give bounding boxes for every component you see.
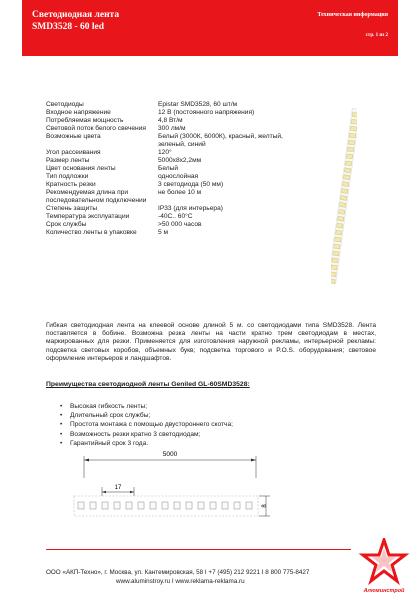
spec-value: 4,8 Вт/м	[158, 117, 183, 124]
advantage-item: • Высокая гибкость ленты;	[60, 402, 233, 411]
led-chip	[337, 223, 343, 228]
title-line-1: Светодиодная лента	[32, 10, 120, 20]
pitch-label: 17	[114, 485, 122, 491]
spec-row	[46, 205, 296, 213]
spec-row	[46, 133, 296, 149]
advantage-item: • Длительный срок службы;	[60, 411, 233, 420]
advantage-item: • Гарантийный срок 3 года.	[60, 439, 233, 448]
spec-key: Рекомендуемая длина при последовательном подключении	[46, 189, 147, 204]
led-chip	[351, 119, 357, 124]
diagram-led	[90, 502, 96, 509]
led-chip	[346, 154, 352, 159]
spec-value: 120°	[158, 149, 172, 156]
spec-key: Возможные цвета	[46, 133, 101, 140]
footer-websites[interactable]: www.aluminstroy.ru I www.reklama-reklama.ru	[116, 578, 245, 585]
page-number: стр. 1 из 2	[365, 33, 388, 38]
led-strip-photo	[331, 108, 357, 284]
spec-key: Срок службы	[46, 221, 87, 228]
company-logo	[358, 538, 410, 596]
title-line-2: SMD3528 - 60 led	[32, 22, 105, 32]
advantage-item: • Возможность резки кратно 3 светодиодам;	[60, 430, 233, 439]
led-chip	[340, 196, 346, 201]
spec-row	[46, 125, 296, 133]
diagram-led	[234, 502, 240, 509]
spec-value: Белый	[158, 165, 179, 172]
spec-row	[46, 173, 296, 181]
brand-name: Алюминстрой	[363, 588, 405, 594]
diagram-led	[78, 502, 84, 509]
led-chip	[347, 147, 353, 152]
footer-divider	[46, 549, 351, 550]
spec-key: Тип подложки	[46, 173, 89, 180]
led-chip	[331, 279, 335, 284]
spec-row	[46, 157, 296, 165]
spec-value: 12 В (постоянного напряжения)	[158, 109, 255, 116]
led-chip	[334, 244, 340, 249]
spec-value: 300 лм/м	[158, 125, 186, 132]
led-chip	[348, 140, 354, 145]
led-chip	[344, 168, 350, 173]
diagram-led	[138, 502, 144, 509]
led-chip	[345, 161, 351, 166]
section-label: Техническая информация	[317, 12, 388, 18]
spec-value: не более 10 м	[158, 189, 202, 196]
diagram-led	[162, 502, 168, 509]
spec-key: Размер ленты	[46, 157, 90, 164]
spec-key: Потребляемая мощность	[46, 117, 124, 124]
led-chip	[336, 230, 342, 235]
header-banner	[22, 0, 398, 56]
width-label: 8	[262, 504, 268, 508]
product-description: Гибкая светодиодная лента на клеевой основе длиной 5 м. со светодиодами типа SMD3528. Лента поставляется в бобине. Возможна резка ленты на части кратно трем светодиодам в местах, маркированных для резки. Применяется для изготовления наружной рекламы, интерьерной рекламы: подсветка световых коробов, объемных букв; подсветка торгового и P.O.S. оборудования; световое оформление интерьеров и ландшафтов.	[46, 322, 376, 362]
spec-value: Белый (3000К, 6000К), красный, желтый, зеленый, синий	[158, 133, 283, 148]
spec-row	[46, 213, 296, 221]
diagram-led	[174, 502, 180, 509]
spec-value: 5000x8x2,2мм	[158, 157, 202, 164]
spec-value: 3 светодиода (50 мм)	[158, 181, 224, 188]
spec-value: IP33 (для интерьера)	[158, 205, 223, 212]
led-chip	[341, 189, 347, 194]
led-chip	[335, 237, 341, 242]
diagram-led	[150, 502, 156, 509]
led-chip	[352, 112, 357, 117]
diagram-led	[210, 502, 216, 509]
spec-value: Epistar SMD3528, 60 шт/м	[158, 101, 238, 108]
spec-key: Кратность резки	[46, 181, 96, 188]
spec-key: Входное напряжение	[46, 109, 111, 116]
footer-address: ООО «АКП-Техно», г. Москва, ул. Кантемировская, 58 I +7 (495) 212 9221 I 8 800 775-8427	[46, 569, 310, 576]
spec-row	[46, 165, 296, 173]
led-chip	[332, 258, 338, 263]
spec-key: Светодиоды	[46, 101, 84, 108]
diagram-led	[114, 502, 120, 509]
spec-value: -40С.. 60°С	[158, 213, 193, 220]
spec-value: 5 м	[158, 229, 169, 236]
led-chip	[343, 175, 349, 180]
spec-row	[46, 229, 296, 237]
advantage-item: • Простота монтажа с помощью двустороннего скотча;	[60, 420, 233, 429]
footer-contacts	[46, 568, 309, 586]
diagram-led	[246, 502, 252, 509]
spec-row	[46, 181, 296, 189]
advantages-title: Преимущества светодиодной ленты Geniled GL-60SMD3528:	[46, 381, 250, 388]
led-chip	[333, 251, 339, 256]
led-chip	[339, 203, 345, 208]
spec-row	[46, 189, 296, 205]
star-logo-icon	[358, 538, 410, 586]
diagram-led	[126, 502, 132, 509]
diagram-led	[186, 502, 192, 509]
led-chip	[338, 216, 344, 221]
led-chip	[349, 133, 355, 138]
spec-value: >50 000 часов	[158, 221, 202, 228]
spec-row	[46, 117, 296, 125]
spec-table	[46, 101, 296, 237]
led-chip	[339, 209, 345, 214]
led-chip	[342, 182, 348, 187]
dimension-diagram	[64, 432, 274, 528]
document-title	[32, 9, 119, 33]
spec-row	[46, 149, 296, 157]
spec-key: Количество ленты в упаковке	[46, 229, 137, 236]
led-chip	[331, 265, 337, 270]
length-label: 5000	[162, 451, 178, 458]
spec-key: Угол рассеивания	[46, 149, 101, 156]
spec-row	[46, 109, 296, 117]
led-chip	[331, 272, 336, 277]
spec-row	[46, 221, 296, 229]
spec-key: Температура эксплуатации	[46, 213, 130, 220]
led-chip	[350, 126, 356, 131]
spec-key: Степень защиты	[46, 205, 98, 212]
spec-value: однослойная	[158, 173, 199, 180]
diagram-led	[222, 502, 228, 509]
diagram-led	[198, 502, 204, 509]
diagram-led	[102, 502, 108, 509]
spec-key: Световой поток белого свечения	[46, 125, 146, 132]
spec-key: Цвет основания ленты	[46, 165, 116, 172]
spec-row	[46, 101, 296, 109]
